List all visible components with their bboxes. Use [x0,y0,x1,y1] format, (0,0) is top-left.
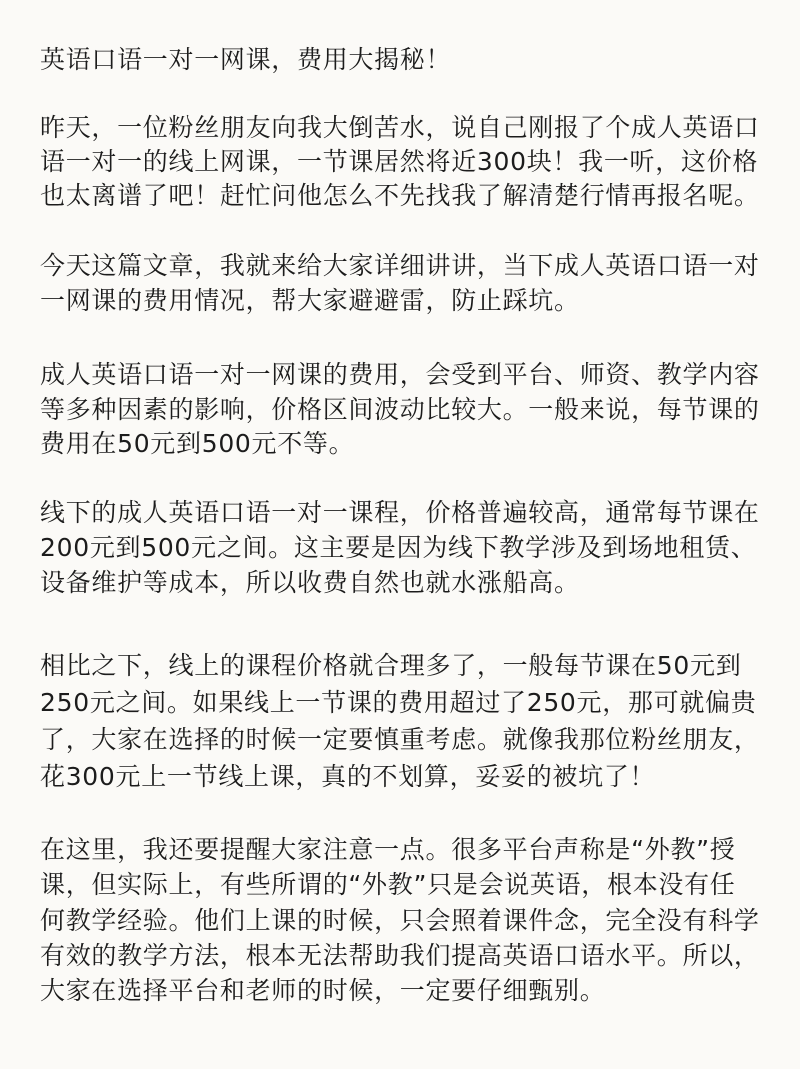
paragraph-1-line: 也太离谱了吧！赶忙问他怎么不先找我了解清楚行情再报名呢。 [40,181,760,210]
paragraph-4-line: 线下的成人英语口语一对一课程，价格普遍较高，通常每节课在 [40,498,760,527]
paragraph-6-line: 有效的教学方法，根本无法帮助我们提高英语口语水平。所以， [40,941,760,970]
paragraph-5-line: 花300元上一节线上课，真的不划算，妥妥的被坑了！ [40,762,656,791]
paragraph-5-line: 相比之下，线上的课程价格就合理多了，一般每节课在50元到 [40,651,742,680]
article-title: 英语口语一对一网课，费用大揭秘！ [40,45,452,74]
paragraph-3-line: 费用在50元到500元不等。 [40,429,355,458]
paragraph-2-line: 一网课的费用情况，帮大家避避雷，防止踩坑。 [40,286,580,315]
paragraph-6-line: 大家在选择平台和老师的时候，一定要仔细甄别。 [40,976,606,1005]
paragraph-4-line: 设备维护等成本，所以收费自然也就水涨船高。 [40,568,580,597]
paragraph-2-line: 今天这篇文章，我就来给大家详细讲讲，当下成人英语口语一对 [40,251,760,280]
paragraph-1-line: 昨天，一位粉丝朋友向我大倒苦水，说自己刚报了个成人英语口 [40,113,760,142]
paragraph-6-line: 课，但实际上，有些所谓的“外教”只是会说英语，根本没有任 [40,870,736,899]
paragraph-1-line: 语一对一的线上网课，一节课居然将近300块！我一听，这价格 [40,147,759,176]
paragraph-6-line: 何教学经验。他们上课的时候，只会照着课件念，完全没有科学 [40,906,760,935]
paragraph-5-line: 了，大家在选择的时候一定要慎重考虑。就像我那位粉丝朋友， [40,725,760,754]
paragraph-5-line: 250元之间。如果线上一节课的费用超过了250元，那可就偏贵 [40,688,757,717]
paragraph-3-line: 成人英语口语一对一网课的费用，会受到平台、师资、教学内容 [40,360,760,389]
paragraph-6-line: 在这里，我还要提醒大家注意一点。很多平台声称是“外教”授 [40,835,736,864]
paragraph-3-line: 等多种因素的影响，价格区间波动比较大。一般来说，每节课的 [40,395,760,424]
paragraph-4-line: 200元到500元之间。这主要是因为线下教学涉及到场地租赁、 [40,533,757,562]
